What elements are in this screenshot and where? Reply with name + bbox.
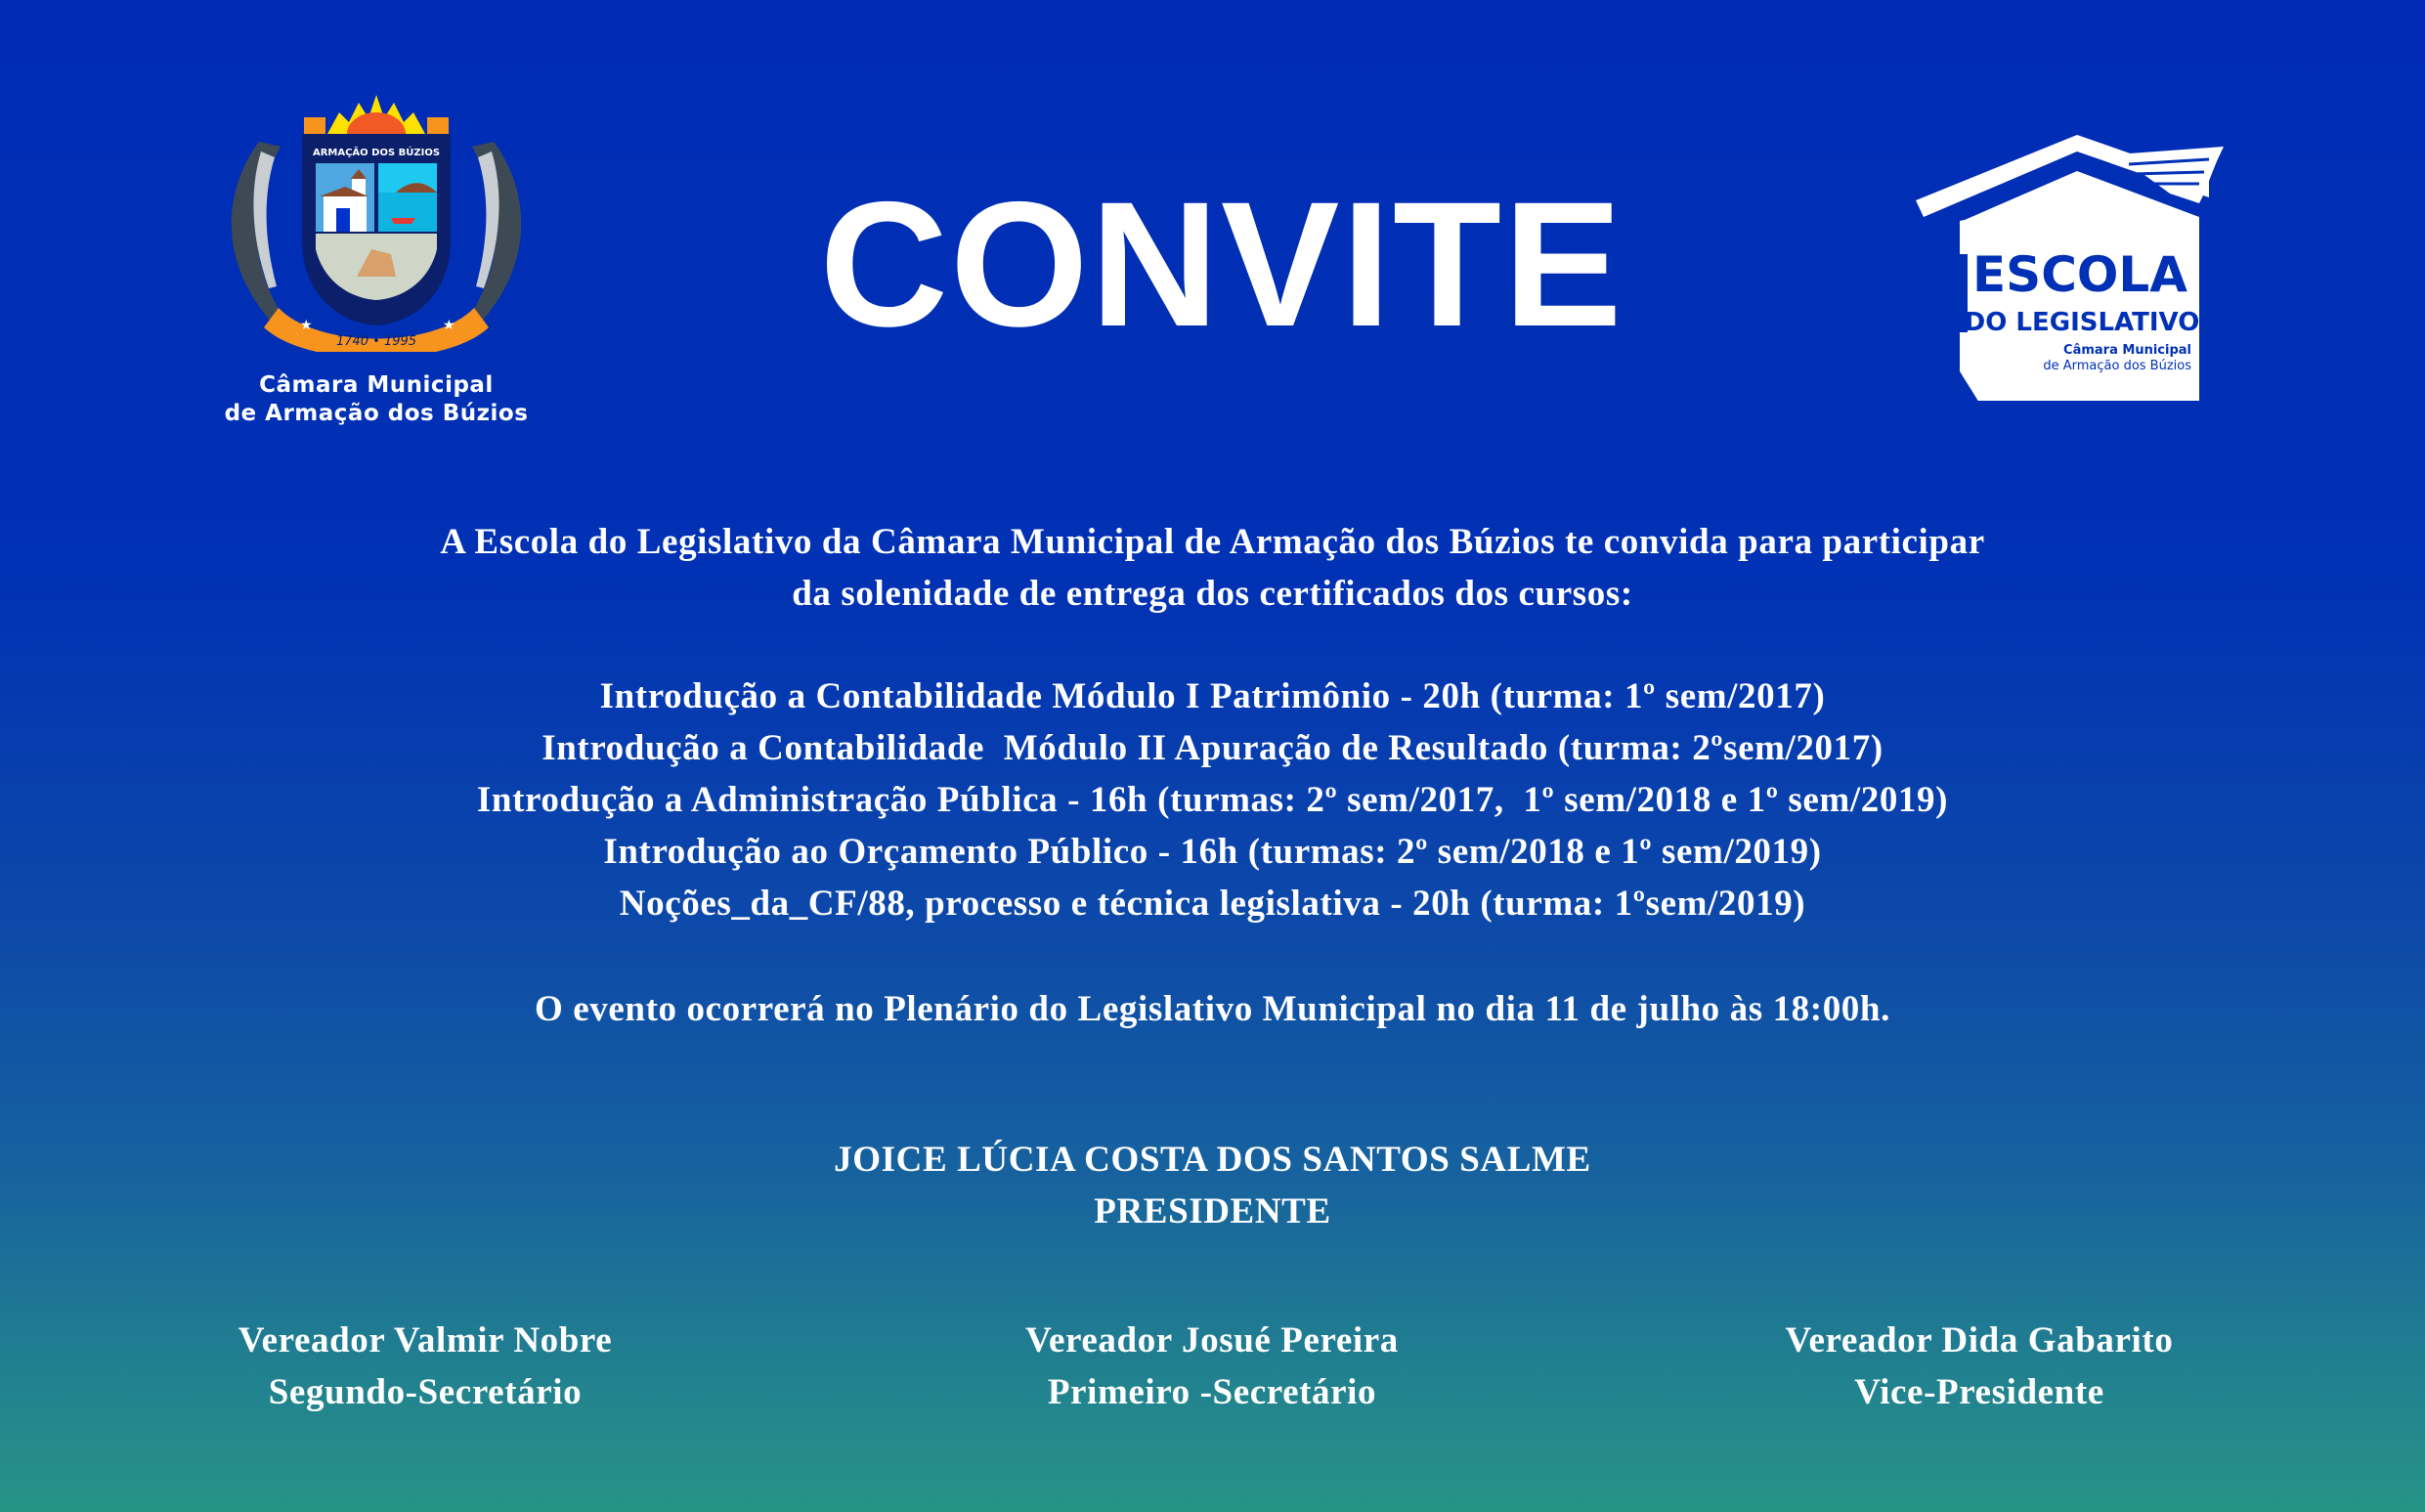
- signatory-middle: [870, 1315, 1554, 1418]
- svg-text:ARMAÇÃO DOS BÚZIOS: ARMAÇÃO DOS BÚZIOS: [312, 148, 441, 158]
- svg-text:ESCOLA: ESCOLA: [1972, 246, 2187, 303]
- svg-text:★: ★: [443, 318, 455, 333]
- course-item: Introdução a Administração Pública - 16h (turmas: 2º sem/2017, 1º sem/2018 e 1º sem/2019): [476, 780, 1949, 820]
- svg-text:DO LEGISLATIVO: DO LEGISLATIVO: [1964, 308, 2200, 337]
- president-name: JOICE LÚCIA COSTA DOS SANTOS SALME: [834, 1140, 1591, 1180]
- event-line: O evento ocorrerá no Plenário do Legislativo Municipal no dia 11 de julho às 18:00h.: [535, 989, 1890, 1029]
- crest-caption-line1: Câmara Municipal: [259, 372, 494, 398]
- page-title: CONVITE: [819, 164, 1624, 364]
- course-item: Noções_da_CF/88, processo e técnica legislativa - 20h (turma: 1ºsem/2019): [619, 884, 1806, 924]
- intro-line-2: da solenidade de entrega dos certificados dos cursos:: [792, 574, 1633, 614]
- svg-text:Câmara Municipal: Câmara Municipal: [2063, 343, 2191, 358]
- svg-text:1740 • 1995: 1740 • 1995: [335, 334, 417, 349]
- president-signature: [0, 1134, 2425, 1237]
- signatory-role: Primeiro -Secretário: [1047, 1372, 1377, 1412]
- course-item: Introdução a Contabilidade Módulo II Apuração de Resultado (turma: 2ºsem/2017): [541, 728, 1884, 768]
- house-book-logo-icon: [1906, 127, 2248, 401]
- signatory-name: Vereador Dida Gabarito: [1785, 1320, 2174, 1361]
- signatory-right: [1637, 1315, 2321, 1418]
- crest-caption: [195, 371, 557, 428]
- signatory-left: [83, 1315, 767, 1418]
- president-role: PRESIDENTE: [1094, 1191, 1331, 1231]
- course-item: Introdução ao Orçamento Público - 16h (turmas: 2º sem/2018 e 1º sem/2019): [603, 832, 1822, 872]
- signatory-name: Vereador Valmir Nobre: [238, 1320, 613, 1361]
- intro-line-1: A Escola do Legislativo da Câmara Municipal de Armação dos Búzios te convida para participar: [440, 522, 1985, 562]
- crest-emblem-icon: [220, 93, 533, 352]
- escola-do-legislativo-logo: [1906, 127, 2248, 401]
- intro-paragraph: [0, 516, 2425, 620]
- course-item: Introdução a Contabilidade Módulo I Patrimônio - 20h (turma: 1º sem/2017): [599, 676, 1826, 716]
- signatory-role: Vice-Presidente: [1854, 1372, 2104, 1412]
- camara-municipal-crest: [220, 93, 533, 352]
- signatory-name: Vereador Josué Pereira: [1025, 1320, 1399, 1361]
- svg-text:de Armação dos Búzios: de Armação dos Búzios: [2043, 359, 2191, 373]
- crest-caption-line2: de Armação dos Búzios: [224, 401, 529, 426]
- event-details: [0, 983, 2425, 1035]
- svg-text:★: ★: [300, 318, 313, 333]
- course-list: [0, 670, 2425, 929]
- signatory-role: Segundo-Secretário: [268, 1372, 583, 1412]
